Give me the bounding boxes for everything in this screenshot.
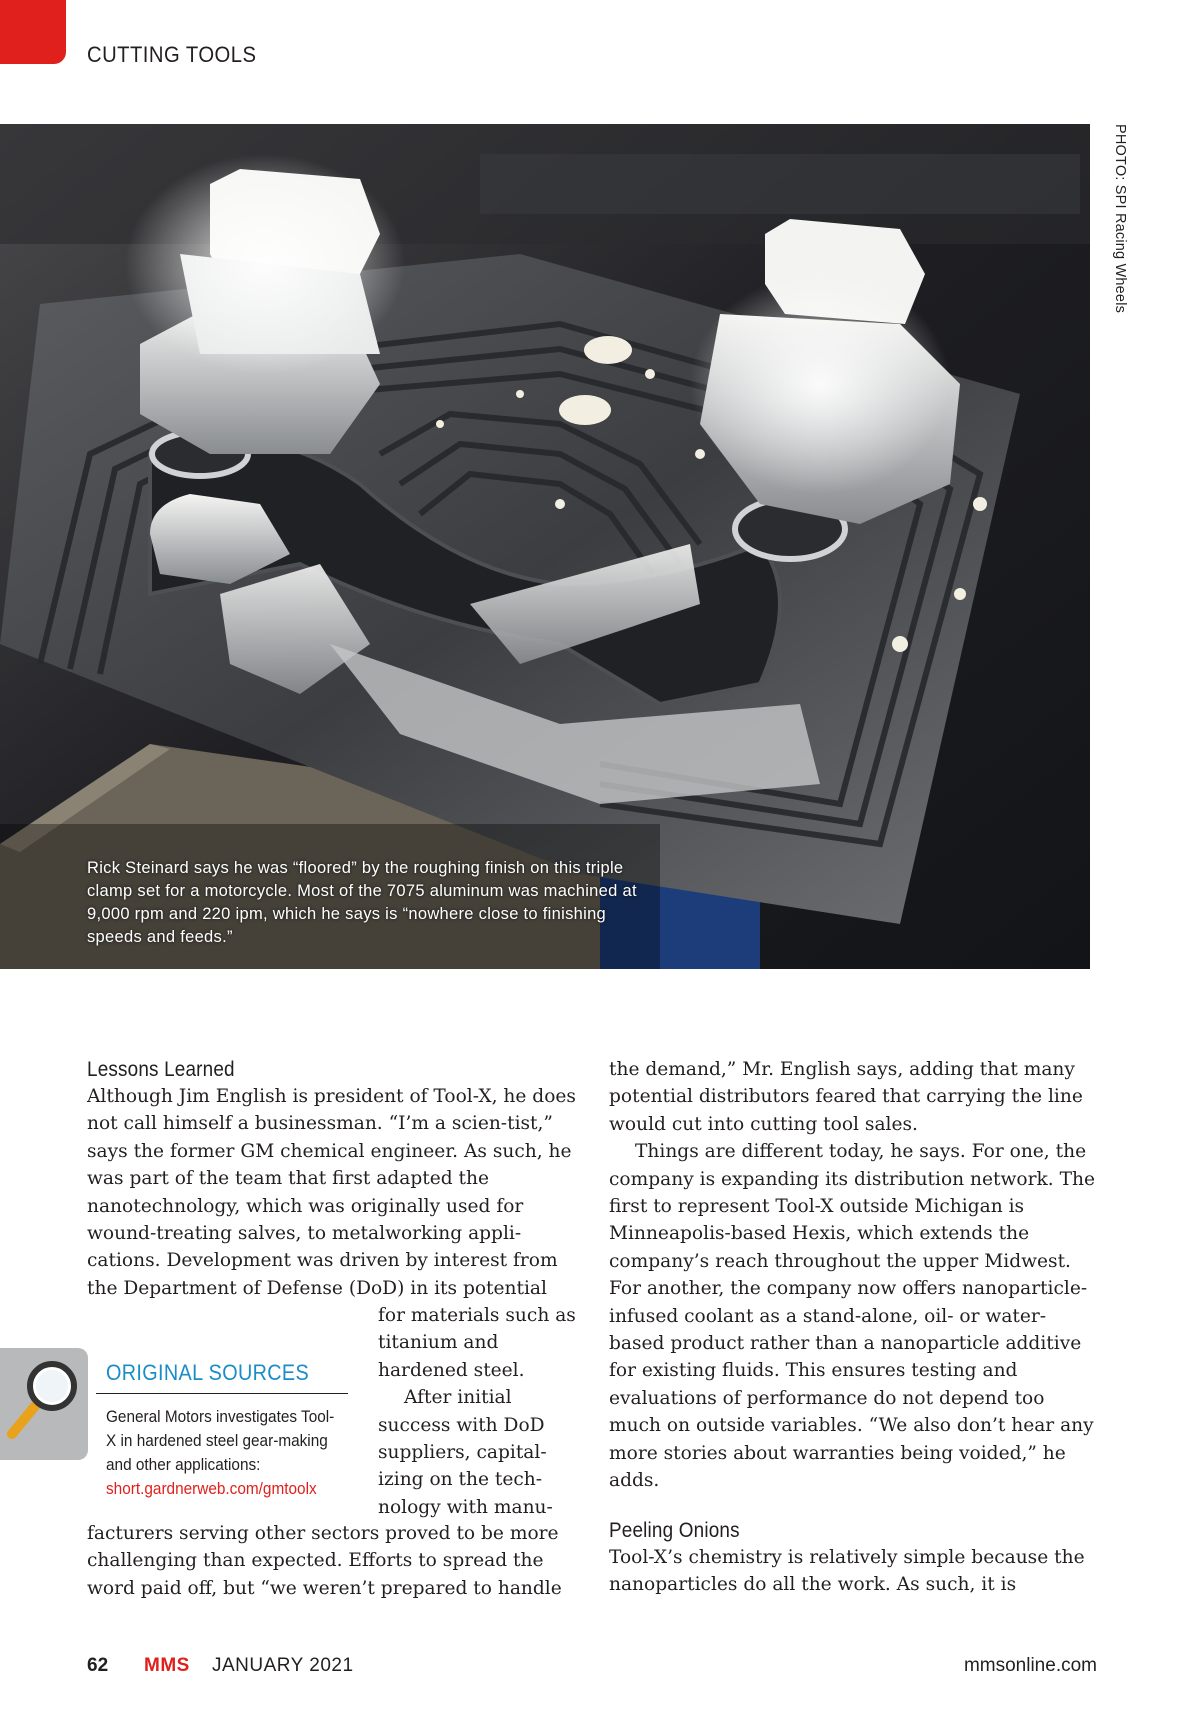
subhead-lessons-learned: Lessons Learned: [87, 1058, 235, 1081]
website-url[interactable]: mmsonline.com: [963, 1655, 1097, 1676]
page-number: 62: [87, 1655, 109, 1676]
original-sources-sidebar: [0, 1348, 348, 1498]
body-paragraph: After initial success with DoD suppliers, capital-izing on the tech-nology with manu-: [378, 1387, 553, 1518]
magnifier-icon: [0, 1348, 88, 1460]
article-photo: [0, 124, 1090, 969]
issue-date: JANUARY 2021: [212, 1655, 354, 1676]
photo-caption: Rick Steinard says he was “floored” by the roughing finish on this triple clamp set for a motorcycle. Most of the 7075 aluminum was machined at 9,000 rpm and 220 ipm, which he says is “nowhere close to finishing speeds and feeds.”: [87, 859, 637, 946]
page-footer: [87, 1655, 1097, 1685]
subhead-peeling-onions: Peeling Onions: [609, 1518, 740, 1542]
magazine-brand: MMS: [144, 1655, 190, 1676]
body-paragraph: the demand,” Mr. English says, adding that many potential distributors feared that carrying the line would cut into cutting tool sales.: [609, 1059, 1083, 1135]
machined-part-illustration: [0, 124, 1090, 969]
sidebar-text: [106, 1405, 339, 1501]
sidebar-tab: [0, 1348, 88, 1460]
section-color-tab: [0, 0, 66, 64]
sidebar-title: ORIGINAL SOURCES: [106, 1360, 310, 1385]
body-paragraph: for materials such as titanium and hardened steel.: [378, 1305, 576, 1381]
section-header: CUTTING TOOLS: [87, 42, 257, 67]
sidebar-description: General Motors investigates Tool-X in hardened steel gear-making and other applications:: [106, 1408, 335, 1474]
sidebar-divider: [96, 1393, 348, 1394]
body-paragraph: facturers serving other sectors proved to be more challenging than expected. Efforts to spread the word paid off, but “we weren’t prepared to handle: [87, 1523, 562, 1599]
sidebar-link[interactable]: short.gardnerweb.com/gmtoolx: [106, 1480, 317, 1498]
article-column-right: [609, 1056, 1101, 1598]
body-paragraph: Things are different today, he says. For one, the company is expanding its distribution network. The first to represent Tool-X outside Michigan is Minneapolis-based Hexis, which extends the company’s reach throughout the upper Midwest. For another, the company now offers nanoparticle-infused coolant as a stand-alone, oil- or water-based product rather than a nanoparticle additive for existing fluids. This ensures testing and evaluations of performance do not depend too much on outside variables. “We also don’t hear any more stories about warranties being voided,” he adds.: [609, 1141, 1095, 1492]
photo-credit: PHOTO: SPI Racing Wheels: [1112, 124, 1128, 314]
body-paragraph: Although Jim English is president of Tool-X, he does not call himself a businessman. “I’m a scien-tist,” says the former GM chemical engineer. As such, he was part of the team that first adapted the nanotechnology, which was originally used for wound-treating salves, to metalworking appli-cations. Development was driven by interest from the Department of Defense (DoD) in its potential: [87, 1086, 576, 1299]
article-column-left-bottom: [87, 1520, 577, 1602]
article-column-left-narrow: [378, 1302, 578, 1521]
article-column-left: [87, 1056, 577, 1302]
body-paragraph: Tool-X’s chemistry is relatively simple because the nanoparticles do all the work. As such, it is: [609, 1546, 1085, 1595]
